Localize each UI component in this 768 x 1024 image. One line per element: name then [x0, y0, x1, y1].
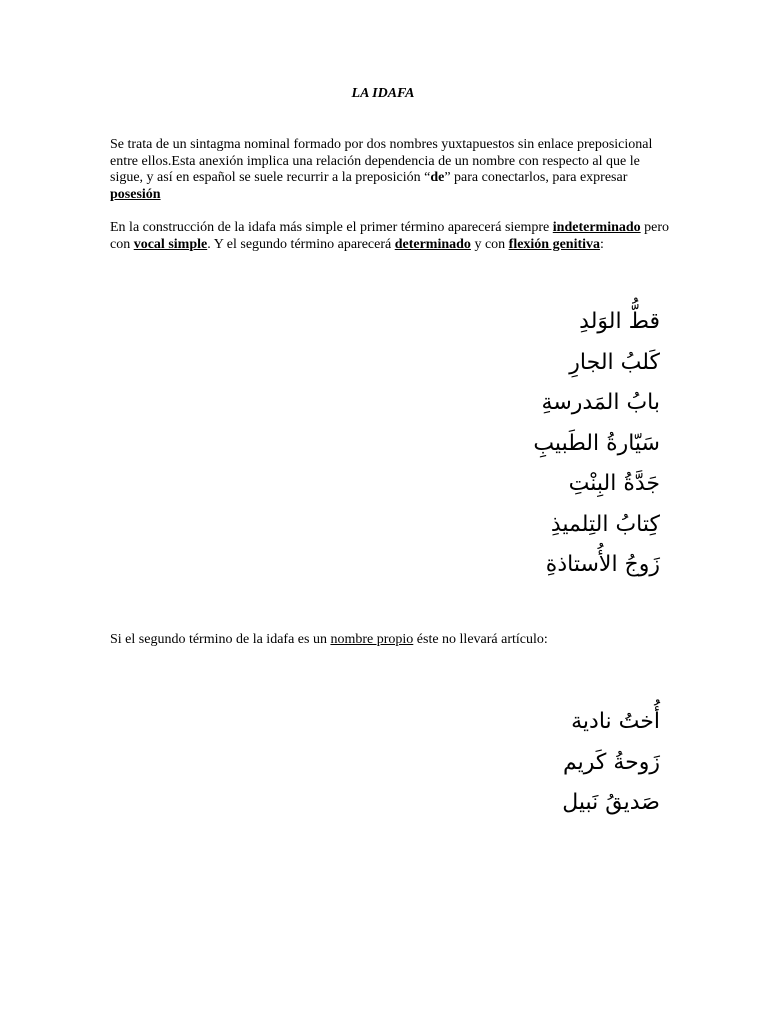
preposition-de: de [430, 170, 445, 185]
term-determinado: determinado [394, 236, 471, 252]
paragraph-proper-noun-text-a: Si el segundo término de la idafa es un [110, 632, 331, 647]
paragraph-proper-noun [110, 632, 670, 649]
paragraph-proper-noun-text-b: éste no llevará artículo: [413, 632, 548, 647]
arabic-examples-proper [260, 702, 660, 824]
term-indeterminado: indeterminado [552, 220, 641, 235]
term-vocal-simple: vocal simple [133, 236, 208, 252]
arabic-example: قطُّ الوَلدِ [579, 309, 660, 334]
document-title-text: LA IDAFA [351, 86, 415, 101]
term-posesion: posesión [110, 186, 161, 202]
paragraph-construction [110, 220, 670, 253]
paragraph-construction-text-c: . Y el segundo término aparecerá [207, 236, 395, 252]
document-title [0, 86, 768, 102]
arabic-example: جَدَّةُ البِنْتِ [568, 471, 660, 496]
paragraph-definition [110, 137, 670, 203]
arabic-example: كَلبُ الجارِ [569, 349, 660, 375]
arabic-example: صَديقُ نَبيل [562, 790, 660, 815]
paragraph-construction-text-a: En la construcción de la idafa más simple el primer término aparecerá siempre [110, 220, 553, 235]
arabic-example: بابُ المَدرسةِ [541, 390, 660, 415]
term-nombre-propio: nombre propio [330, 632, 414, 647]
arabic-example: زَوحةُ كَريم [562, 749, 660, 775]
paragraph-definition-text-b: ” para conectarlos, para expresar [444, 170, 628, 185]
term-flexion-genitiva: flexión genitiva [508, 236, 601, 252]
paragraph-construction-text-d: y con [470, 236, 509, 252]
paragraph-construction-text-e: : [600, 236, 604, 252]
arabic-examples-definite [260, 302, 660, 586]
paragraph-definition-text-a: Se trata de un sintagma nominal formado por dos nombres yuxtapuestos sin enlace preposicional entre ellos.Esta anexión implica una relación dependencia de un nombre con respecto al que le sigue, y así en español se suele recurrir a la preposición “ [110, 137, 653, 185]
paragraph-construction-text-b: pero con [110, 220, 670, 252]
arabic-example: أُختُ نادية [571, 709, 660, 734]
arabic-example: زَوجُ الأُستاذةِ [545, 552, 660, 577]
arabic-example: كِتابُ التِلميذِ [550, 511, 660, 537]
arabic-example: سَيّارةُ الطَبيبِ [533, 430, 660, 456]
